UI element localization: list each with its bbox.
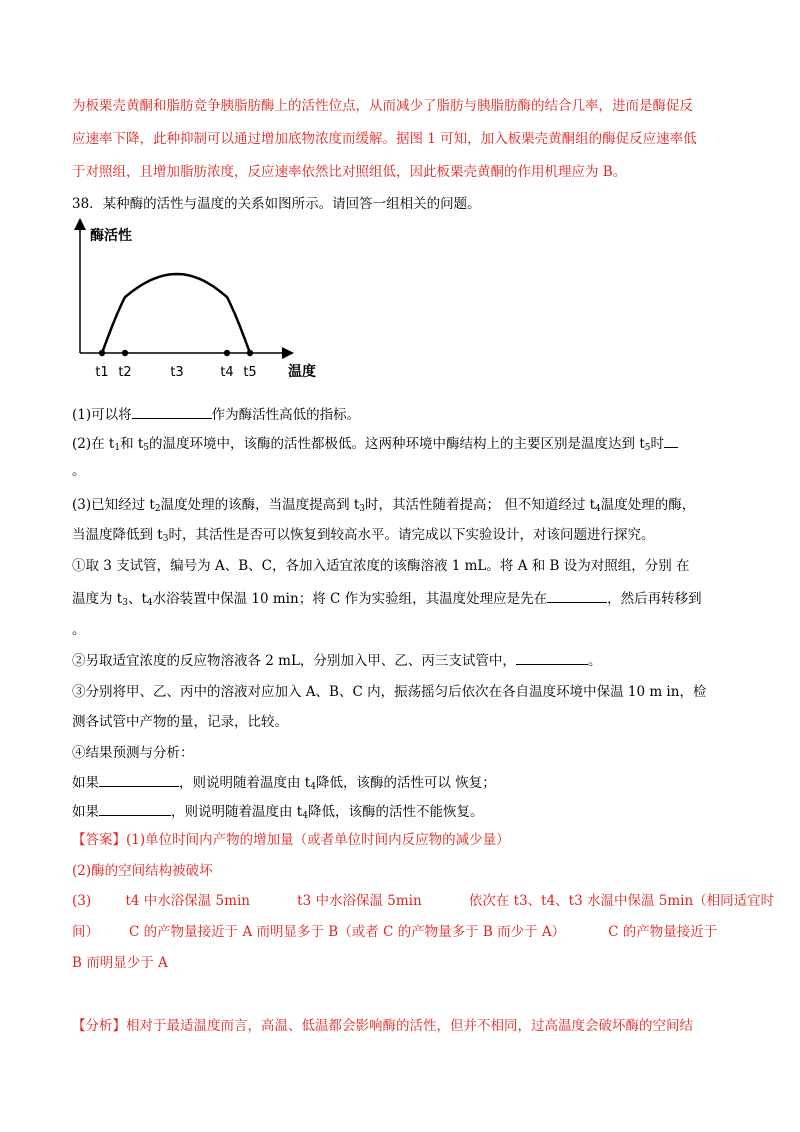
- analysis-line: 【分析】相对于最适温度而言，高温、低温都会影响酶的活性，但并不相同，过高温度会破坏酶的空间结: [72, 1018, 693, 1034]
- if1-line: 如果 ，则说明随着温度由 $t_4$降低，该酶的活性可以 恢复；: [72, 772, 496, 797]
- answer-line-3: (3) t4 中水浴保温 5min t3 中水浴保温 5min 依次在 t3、t4、t3 水温中保温 5min（相同适宜时: [72, 893, 775, 909]
- answer-line-2: (2)酶的空间结构被破坏: [72, 863, 213, 879]
- q1-line: (1)可以将 作为酶活性高低的指标。: [72, 404, 360, 425]
- step1-line-2: 温度为 $t_3$、$t_4$水浴装置中保温 10 min；将 C 作为实验组，其温度处理应是先在 ，然后再转移到: [72, 588, 702, 613]
- q1-blank[interactable]: [132, 404, 212, 419]
- activity-curve: [102, 274, 250, 353]
- intro-line-1: 为板栗壳黄酮和脂肪竞争胰脂肪酶上的活性位点，从而减少了脂肪与胰脂肪酶的结合几率，进而是酶促反: [72, 98, 693, 114]
- tick-label-t2: t2: [118, 365, 132, 380]
- enzyme-activity-chart: [60, 218, 380, 388]
- tick-label-t3: t3: [170, 365, 184, 380]
- answer-line-1: 【答案】(1)单位时间内产物的增加量（或者单位时间内反应物的减少量）: [72, 832, 510, 848]
- step2-blank[interactable]: [516, 650, 588, 665]
- step1-line-1: ①取 3 支试管，编号为 A、B、C，各加入适宜浓度的该酶溶液 1 mL。将 A 和 B 设为对照组，分别 在: [72, 558, 690, 574]
- point-t1: [99, 350, 105, 356]
- question-stem: 38．某种酶的活性与温度的关系如图所示。请回答一组相关的问题。: [72, 196, 481, 212]
- answer-line-4: 间） C 的产物量接近于 A 而明显多于 B（或者 C 的产物量多于 B 而少于 A） C 的产物量接近于: [72, 924, 718, 940]
- if2-line: 如果 ，则说明随着温度由 $t_4$降低，该酶的活性不能恢复。: [72, 801, 483, 826]
- step2-line: ②另取适宜浓度的反应物溶液各 2 mL，分别加入甲、乙、丙三支试管中， 。: [72, 650, 601, 671]
- q2-line-end: 。: [72, 463, 86, 479]
- y-axis-label: 酶活性: [90, 228, 132, 244]
- step1-blank[interactable]: [547, 588, 607, 603]
- answer-line-5: B 而明显少于 A: [72, 955, 168, 971]
- if1-blank[interactable]: [99, 772, 179, 787]
- point-t4: [224, 350, 230, 356]
- q3-line-2: 当温度降低到 $t_3$时，其活性是否可以恢复到较高水平。请完成以下实验设计，对该问题进行探究。: [72, 527, 655, 544]
- step1-line-3: 。: [72, 622, 86, 638]
- step3-line-1: ③分别将甲、乙、丙中的溶液对应加入 A、B、C 内，振荡摇匀后依次在各自温度环境中保温 10 m in，检: [72, 684, 707, 700]
- tick-label-t5: t5: [243, 365, 257, 380]
- step4-line: ④结果预测与分析：: [72, 745, 194, 761]
- tick-label-t4: t4: [220, 365, 234, 380]
- if2-blank[interactable]: [99, 801, 171, 816]
- step3-line-2: 测各试管中产物的量，记录，比较。: [72, 714, 288, 730]
- point-t5: [247, 350, 253, 356]
- q2-blank[interactable]: [664, 433, 678, 448]
- point-t2: [122, 350, 128, 356]
- tick-label-t1: t1: [95, 365, 109, 380]
- x-axis-label: 温度: [288, 364, 316, 380]
- intro-line-3: 于对照组，且增加脂肪浓度，反应速率依然比对照组低，因此板栗壳黄酮的作用机理应为 B。: [72, 164, 627, 180]
- q3-line-1: (3)已知经过 $t_2$温度处理的该酶，当温度提高到 $t_3$时，其活性随着提高； 但不知道经过 $t_4$温度处理的酶，: [72, 497, 696, 514]
- intro-line-2: 应速率下降，此种抑制可以通过增加底物浓度而缓解。据图 1 可知，加入板栗壳黄酮组的酶促反应速率低: [72, 131, 697, 147]
- q2-line: (2)在 $t_1$和 $t_5$的温度环境中，该酶的活性都极低。这两种环境中酶结构上的主要区别是温度达到 $t_5$时: [72, 433, 678, 458]
